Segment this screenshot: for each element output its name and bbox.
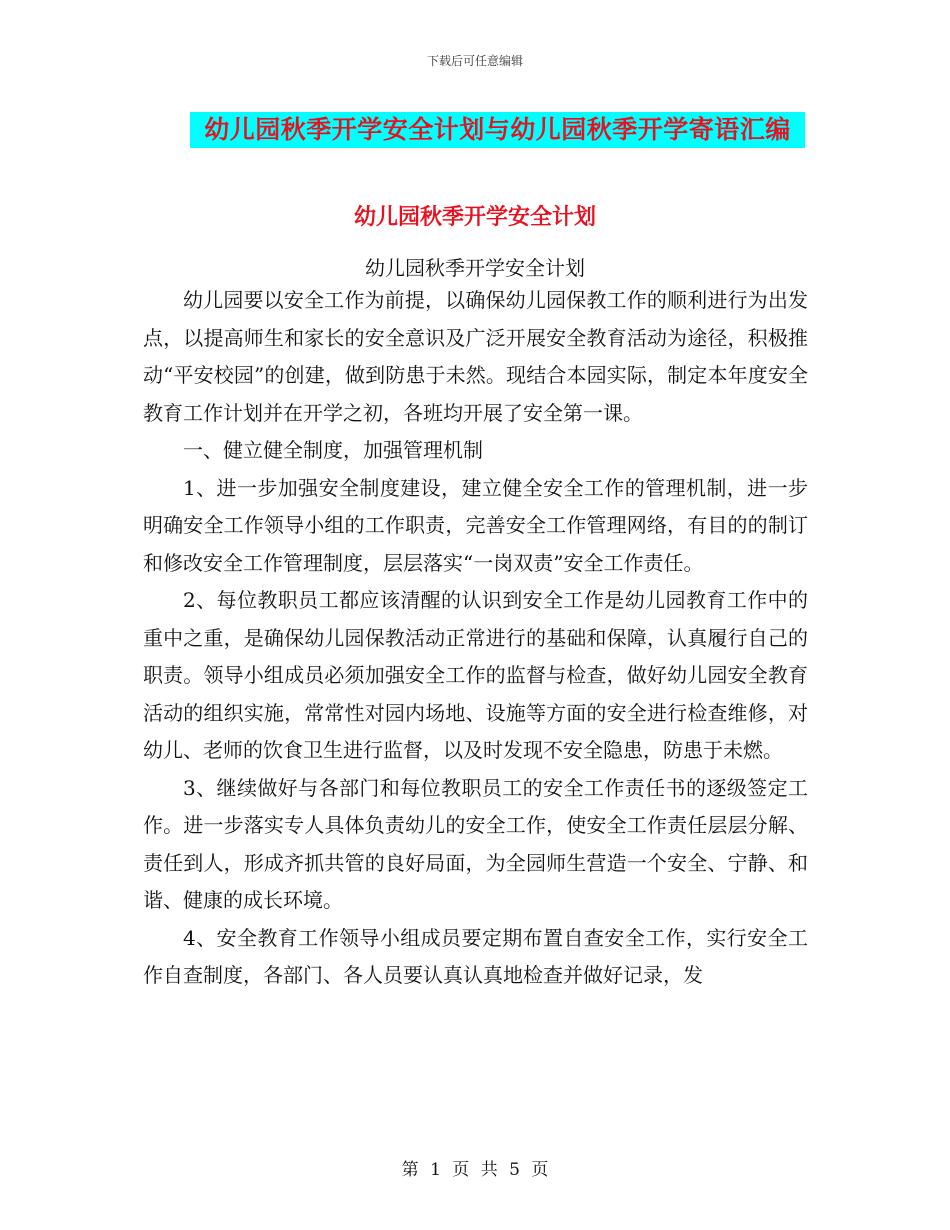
document-title: 幼儿园秋季开学安全计划与幼儿园秋季开学寄语汇编 — [204, 115, 791, 144]
section-title: 幼儿园秋季开学安全计划 — [353, 205, 596, 230]
subtitle: 幼儿园秋季开学安全计划 — [365, 256, 585, 280]
paragraph-item-3: 3、继续做好与各部门和每位教职员工的安全工作责任书的逐级签定工作。进一步落实专人具体负责幼儿的安全工作，使安全工作责任层层分解、责任到人，形成齐抓共管的良好局面，为全园师生营造一个安全、宁静、和谐、健康的成长环境。 — [143, 775, 808, 912]
page-footer: 第 1 页 共 5 页 — [401, 1160, 549, 1180]
paragraph-item-1: 1、进一步加强安全制度建设，建立健全安全工作的管理机制，进一步明确安全工作领导小组的工作职责，完善安全工作管理网络，有目的的制订和修改安全工作管理制度，层层落实“一岗双责”安全工作责任。 — [143, 475, 808, 575]
paragraph-intro: 幼儿园要以安全工作为前提，以确保幼儿园保教工作的顺利进行为出发点，以提高师生和家长的安全意识及广泛开展安全教育活动为途径，积极推动“平安校园”的创建，做到防患于未然。现结合本园实际，制定本年度安全教育工作计划并在开学之初，各班均开展了安全第一课。 — [143, 288, 808, 425]
page-header-note: 下载后可任意编辑 — [426, 54, 523, 68]
paragraph-heading-1: 一、健立健全制度，加强管理机制 — [183, 438, 483, 462]
paragraph-item-4: 4、安全教育工作领导小组成员要定期布置自查安全工作，实行安全工作自查制度，各部门、各人员要认真认真地检查并做好记录，发 — [143, 925, 808, 987]
body-text — [143, 282, 808, 995]
paragraph-item-2: 2、每位教职员工都应该清醒的认识到安全工作是幼儿园教育工作中的重中之重，是确保幼儿园保教活动正常进行的基础和保障，认真履行自己的职责。领导小组成员必须加强安全工作的监督与检查，做好幼儿园安全教育活动的组织实施，常常性对园内场地、设施等方面的安全进行检查维修，对幼儿、老师的饮食卫生进行监督，以及时发现不安全隐患，防患于未燃。 — [143, 588, 808, 762]
